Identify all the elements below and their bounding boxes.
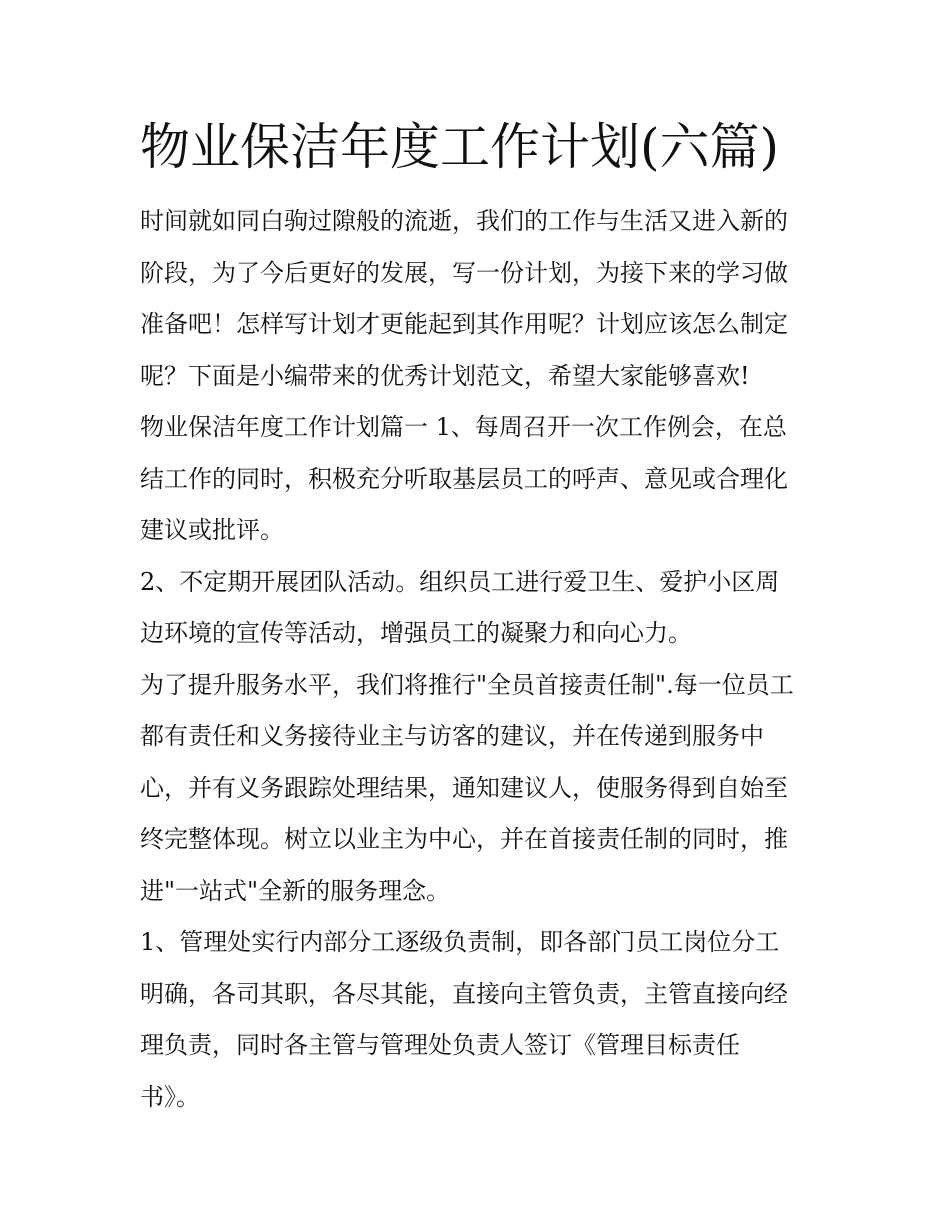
paragraph-team-activities	[140, 557, 820, 660]
paragraph-intro	[140, 196, 820, 402]
text-line: 结工作的同时，积极充分听取基层员工的呼声、意见或合理化	[140, 464, 788, 493]
paragraph-management	[140, 917, 820, 1123]
text-line: 都有责任和义务接待业主与访客的建议，并在传递到服务中	[140, 722, 764, 750]
text-line: 1、管理处实行内部分工逐级负责制，即各部门员工岗位分工	[140, 928, 780, 956]
text-line: 书》。	[140, 1082, 200, 1111]
text-line: 准备吧！怎样写计划才更能起到其作用呢？计划应该怎么制定	[140, 310, 788, 338]
text-line: 终完整体现。树立以业主为中心，并在首接责任制的同时，推	[140, 825, 788, 853]
text-line: 明确，各司其职，各尽其能，直接向主管负责，主管直接向经	[140, 979, 788, 1008]
document-body	[140, 196, 820, 1123]
text-line: 呢？下面是小编带来的优秀计划范文，希望大家能够喜欢!	[140, 361, 750, 390]
paragraph-section-1	[140, 402, 820, 557]
text-line: 阶段，为了今后更好的发展，写一份计划，为接下来的学习做	[140, 258, 788, 287]
text-line: 心，并有义务跟踪处理结果，通知建议人，使服务得到自始至	[140, 773, 788, 802]
text-line: 建议或批评。	[140, 516, 284, 544]
paragraph-service-level	[140, 660, 820, 918]
document-title: 物业保洁年度工作计划(六篇)	[140, 118, 780, 176]
text-line: 理负责，同时各主管与管理处负责人签订《管理目标责任	[140, 1031, 740, 1059]
text-line: 物业保洁年度工作计划篇一 1、每周召开一次工作例会，在总	[140, 413, 787, 441]
text-line: 为了提升服务水平，我们将推行"全员首接责任制".每一位员工	[140, 670, 794, 699]
text-line: 边环境的宣传等活动，增强员工的凝聚力和向心力。	[140, 619, 692, 647]
text-line: 2、不定期开展团队活动。组织员工进行爱卫生、爱护小区周	[140, 567, 780, 596]
text-line: 时间就如同白驹过隙般的流逝，我们的工作与生活又进入新的	[140, 207, 788, 235]
text-line: 进"一站式"全新的服务理念。	[140, 876, 451, 905]
